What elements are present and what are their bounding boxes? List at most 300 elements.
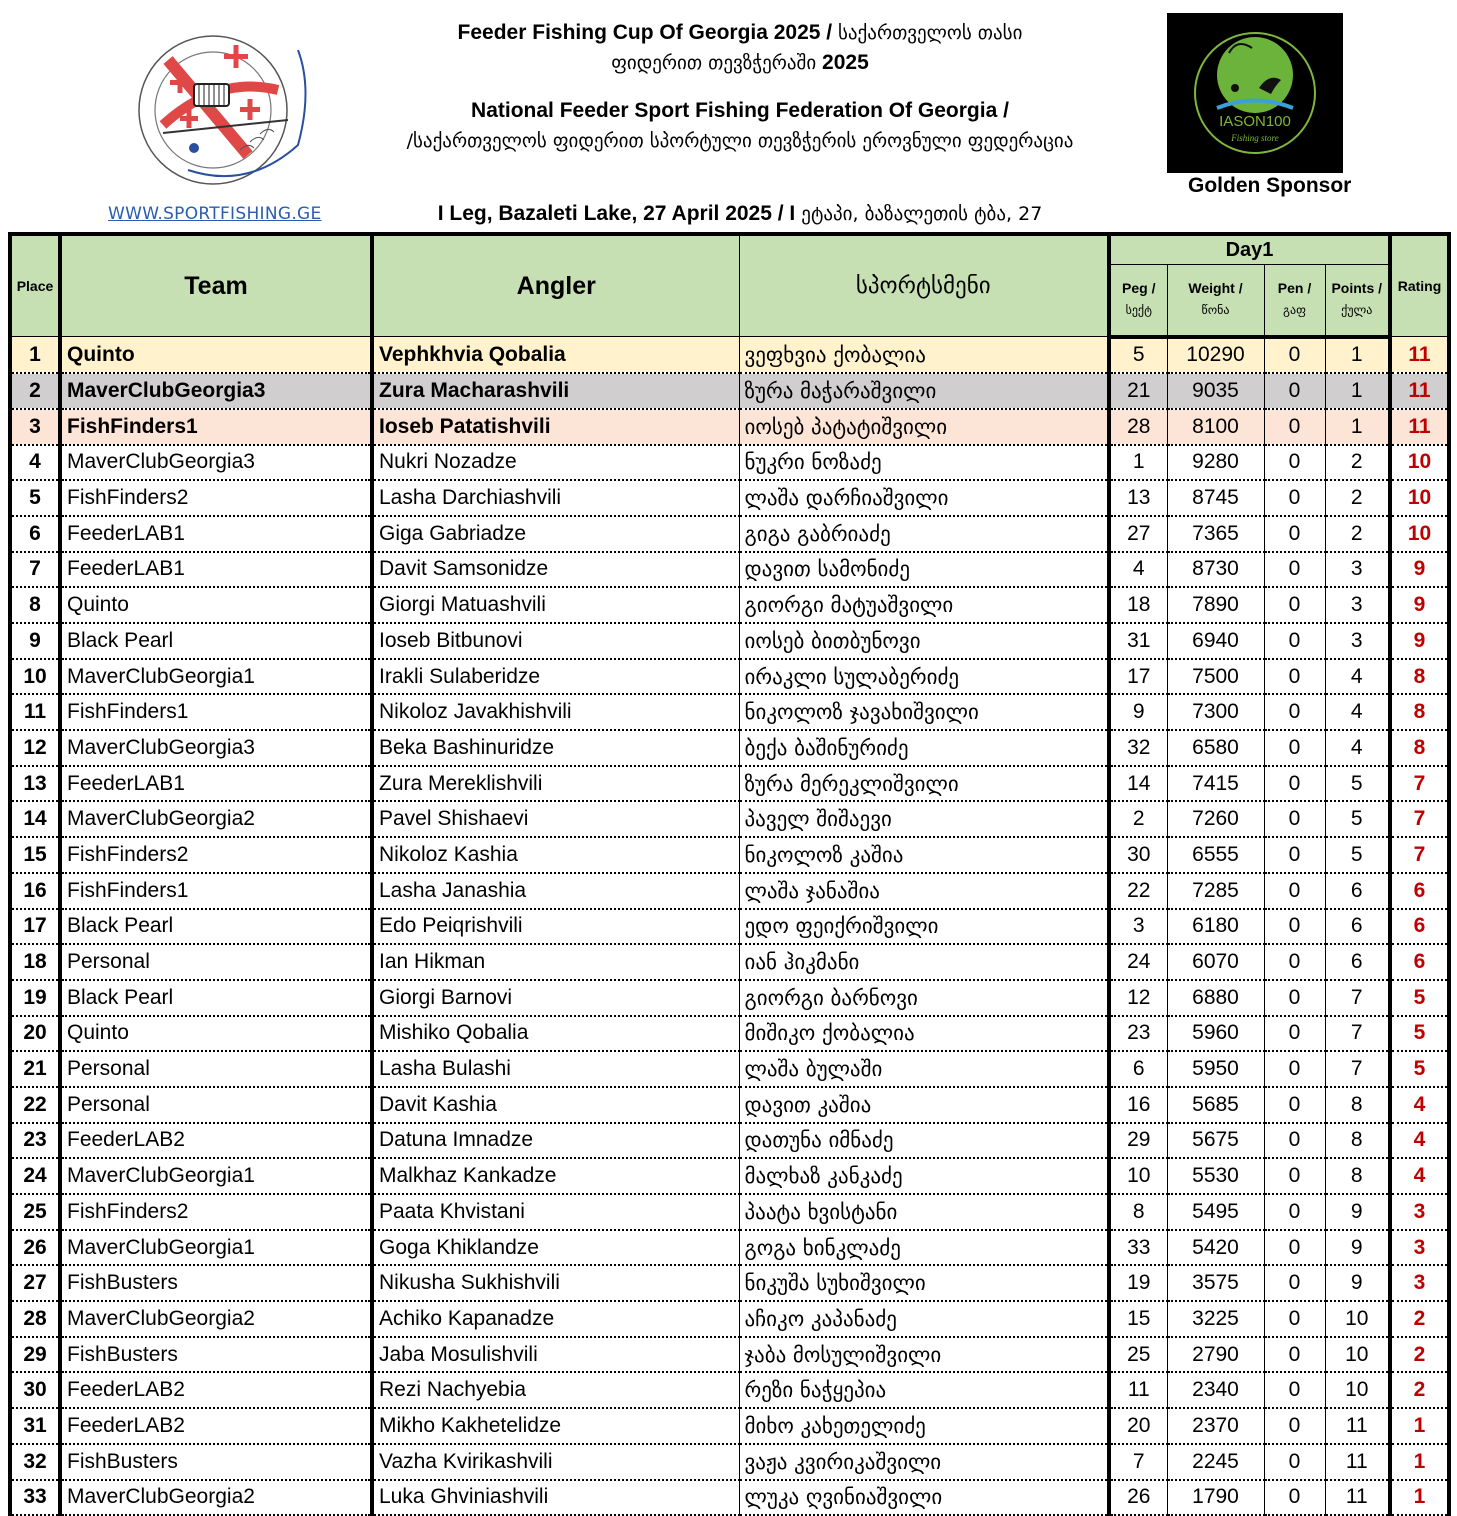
rating-cell: 4 [1390,1123,1449,1159]
angler-ka-cell: ბექა ბაშინურიძე [739,730,1109,766]
angler-ka-cell: მიხო კახეთელიძე [739,1408,1109,1444]
peg-cell: 22 [1109,873,1167,909]
table-row [10,1480,1449,1516]
angler-ka-cell: გიგა გაბრიაძე [739,516,1109,552]
table-row [10,1372,1449,1408]
peg-cell: 24 [1109,944,1167,980]
pen-cell: 0 [1264,445,1325,481]
table-row [10,659,1449,695]
table-row [10,766,1449,802]
weight-label-en: Weight / [1188,280,1243,297]
peg-cell: 4 [1109,552,1167,588]
team-cell: MaverClubGeorgia1 [60,1158,372,1194]
website-link[interactable]: WWW.SPORTFISHING.GE [108,204,322,224]
rating-cell: 1 [1390,1480,1449,1516]
angler-cell: Nukri Nozadze [372,445,739,481]
team-cell: MaverClubGeorgia1 [60,1230,372,1266]
angler-ka-cell: ნიკოლოზ ჯავახიშვილი [739,694,1109,730]
pen-cell: 0 [1264,1016,1325,1052]
pen-cell: 0 [1264,730,1325,766]
place-cell: 23 [10,1123,60,1159]
angler-ka-cell: ლაშა ჯანაშია [739,873,1109,909]
points-cell: 5 [1325,837,1390,873]
results-body [10,337,1449,1516]
peg-cell: 2 [1109,801,1167,837]
points-cell: 5 [1325,766,1390,802]
points-cell: 1 [1325,409,1390,445]
place-cell: 11 [10,694,60,730]
rating-cell: 9 [1390,552,1449,588]
angler-cell: Goga Khiklandze [372,1230,739,1266]
col-header-weight [1167,265,1264,337]
points-cell: 11 [1325,1480,1390,1516]
angler-cell: Nikoloz Kashia [372,837,739,873]
rating-cell: 2 [1390,1301,1449,1337]
points-cell: 10 [1325,1372,1390,1408]
angler-cell: Ian Hikman [372,944,739,980]
table-row [10,337,1449,374]
place-cell: 13 [10,766,60,802]
team-cell: FeederLAB1 [60,766,372,802]
leg-info [380,202,1100,226]
pen-cell: 0 [1264,1051,1325,1087]
weight-cell: 8100 [1167,409,1264,445]
weight-cell: 5675 [1167,1123,1264,1159]
place-cell: 29 [10,1337,60,1373]
weight-cell: 6070 [1167,944,1264,980]
leg-info-ka: ეტაპი, ბაზალეთის ტბა, 27 [795,203,1043,225]
peg-cell: 28 [1109,409,1167,445]
rating-cell: 9 [1390,587,1449,623]
points-cell: 4 [1325,694,1390,730]
table-row [10,1016,1449,1052]
rating-cell: 11 [1390,337,1449,374]
col-header-rating: Rating [1390,234,1449,337]
angler-cell: Paata Khvistani [372,1194,739,1230]
team-cell: Black Pearl [60,623,372,659]
team-cell: MaverClubGeorgia2 [60,1480,372,1516]
points-label-ka: ქულა [1341,303,1373,318]
pen-label-en: Pen / [1277,280,1312,297]
place-cell: 3 [10,409,60,445]
pen-cell: 0 [1264,1194,1325,1230]
angler-cell: Zura Macharashvili [372,373,739,409]
weight-cell: 2245 [1167,1444,1264,1480]
pen-cell: 0 [1264,623,1325,659]
cup-title-year: 2025 [816,51,869,74]
weight-cell: 7285 [1167,873,1264,909]
points-cell: 7 [1325,1016,1390,1052]
peg-cell: 8 [1109,1194,1167,1230]
table-row [10,445,1449,481]
angler-ka-cell: მალხაზ კანკაძე [739,1158,1109,1194]
team-cell: Black Pearl [60,909,372,945]
place-cell: 18 [10,944,60,980]
angler-ka-cell: გიორგი მატუაშვილი [739,587,1109,623]
peg-cell: 5 [1109,337,1167,374]
weight-cell: 2340 [1167,1372,1264,1408]
place-cell: 2 [10,373,60,409]
weight-cell: 6580 [1167,730,1264,766]
weight-cell: 2370 [1167,1408,1264,1444]
place-cell: 22 [10,1087,60,1123]
results-table [8,232,1451,1516]
angler-cell: Rezi Nachyebia [372,1372,739,1408]
points-cell: 11 [1325,1444,1390,1480]
col-header-points [1325,265,1390,337]
peg-cell: 19 [1109,1265,1167,1301]
federation-title [380,96,1100,156]
sponsor-logo [1167,13,1343,173]
weight-cell: 6555 [1167,837,1264,873]
place-cell: 32 [10,1444,60,1480]
rating-cell: 8 [1390,694,1449,730]
angler-cell: Luka Ghviniashvili [372,1480,739,1516]
pen-cell: 0 [1264,480,1325,516]
federation-logo [128,30,314,190]
peg-cell: 23 [1109,1016,1167,1052]
peg-cell: 6 [1109,1051,1167,1087]
team-cell: Personal [60,944,372,980]
sponsor-label: Golden Sponsor [1188,174,1352,197]
pen-cell: 0 [1264,801,1325,837]
weight-cell: 9280 [1167,445,1264,481]
place-cell: 5 [10,480,60,516]
angler-cell: Lasha Bulashi [372,1051,739,1087]
weight-cell: 7365 [1167,516,1264,552]
team-cell: FeederLAB2 [60,1408,372,1444]
table-row [10,694,1449,730]
angler-ka-cell: ზურა მაჭარაშვილი [739,373,1109,409]
rating-cell: 9 [1390,623,1449,659]
place-cell: 28 [10,1301,60,1337]
place-cell: 8 [10,587,60,623]
points-cell: 9 [1325,1265,1390,1301]
rating-cell: 1 [1390,1408,1449,1444]
angler-ka-cell: დავით კაშია [739,1087,1109,1123]
angler-cell: Ioseb Patatishvili [372,409,739,445]
peg-cell: 7 [1109,1444,1167,1480]
peg-cell: 9 [1109,694,1167,730]
peg-cell: 1 [1109,445,1167,481]
rating-cell: 3 [1390,1194,1449,1230]
angler-ka-cell: ზურა მერეკლიშვილი [739,766,1109,802]
team-cell: Personal [60,1087,372,1123]
table-row [10,623,1449,659]
weight-cell: 5420 [1167,1230,1264,1266]
angler-ka-cell: მიშიკო ქობალია [739,1016,1109,1052]
pen-cell: 0 [1264,1444,1325,1480]
place-cell: 20 [10,1016,60,1052]
team-cell: MaverClubGeorgia3 [60,445,372,481]
place-cell: 16 [10,873,60,909]
weight-cell: 7415 [1167,766,1264,802]
place-cell: 14 [10,801,60,837]
pen-cell: 0 [1264,980,1325,1016]
rating-cell: 8 [1390,730,1449,766]
weight-cell: 8745 [1167,480,1264,516]
angler-ka-cell: ედო ფეიქრიშვილი [739,909,1109,945]
table-row [10,1051,1449,1087]
sponsor-tagline: Fishing store [1231,133,1279,143]
team-cell: FishFinders2 [60,1194,372,1230]
rating-cell: 5 [1390,980,1449,1016]
team-cell: MaverClubGeorgia2 [60,801,372,837]
angler-cell: Pavel Shishaevi [372,801,739,837]
table-row [10,1123,1449,1159]
rating-cell: 5 [1390,1051,1449,1087]
pen-cell: 0 [1264,837,1325,873]
rating-cell: 7 [1390,801,1449,837]
points-cell: 6 [1325,944,1390,980]
angler-ka-cell: იოსებ ბითბუნოვი [739,623,1109,659]
place-cell: 24 [10,1158,60,1194]
angler-cell: Zura Mereklishvili [372,766,739,802]
peg-cell: 25 [1109,1337,1167,1373]
angler-cell: Lasha Darchiashvili [372,480,739,516]
col-header-day1: Day1 [1109,234,1390,265]
title-block [380,18,1100,156]
rating-cell: 10 [1390,480,1449,516]
angler-ka-cell: ლაშა ბულაში [739,1051,1109,1087]
pen-cell: 0 [1264,409,1325,445]
weight-cell: 5950 [1167,1051,1264,1087]
weight-cell: 1790 [1167,1480,1264,1516]
points-cell: 1 [1325,373,1390,409]
pen-cell: 0 [1264,1087,1325,1123]
rating-cell: 4 [1390,1087,1449,1123]
peg-cell: 10 [1109,1158,1167,1194]
sponsor-name: IASON100 [1219,113,1291,130]
team-cell: MaverClubGeorgia3 [60,373,372,409]
angler-ka-cell: იან ჰიკმანი [739,944,1109,980]
angler-ka-cell: ვეფხვია ქობალია [739,337,1109,374]
weight-cell: 10290 [1167,337,1264,374]
angler-cell: Mishiko Qobalia [372,1016,739,1052]
col-header-team: Team [60,234,372,337]
weight-cell: 2790 [1167,1337,1264,1373]
angler-cell: Davit Samsonidze [372,552,739,588]
pen-cell: 0 [1264,1123,1325,1159]
team-cell: MaverClubGeorgia1 [60,659,372,695]
weight-cell: 8730 [1167,552,1264,588]
rating-cell: 11 [1390,373,1449,409]
angler-cell: Giorgi Matuashvili [372,587,739,623]
weight-label-ka: წონა [1201,303,1230,318]
table-row [10,480,1449,516]
table-row [10,873,1449,909]
title-separator: / [820,21,838,44]
peg-cell: 32 [1109,730,1167,766]
rating-cell: 10 [1390,445,1449,481]
rating-cell: 6 [1390,873,1449,909]
angler-cell: Datuna Imnadze [372,1123,739,1159]
points-cell: 2 [1325,516,1390,552]
pen-cell: 0 [1264,659,1325,695]
peg-cell: 21 [1109,373,1167,409]
col-header-peg [1109,265,1167,337]
angler-ka-cell: დავით სამონიძე [739,552,1109,588]
rating-cell: 8 [1390,659,1449,695]
points-cell: 8 [1325,1123,1390,1159]
place-cell: 10 [10,659,60,695]
place-cell: 33 [10,1480,60,1516]
points-cell: 1 [1325,337,1390,374]
peg-cell: 20 [1109,1408,1167,1444]
angler-cell: Malkhaz Kankadze [372,1158,739,1194]
place-cell: 25 [10,1194,60,1230]
table-row [10,1158,1449,1194]
table-row [10,516,1449,552]
angler-cell: Achiko Kapanadze [372,1301,739,1337]
weight-cell: 5495 [1167,1194,1264,1230]
points-cell: 6 [1325,909,1390,945]
col-header-angler-ka: სპორტსმენი [739,234,1109,337]
angler-ka-cell: რეზი ნაჭყეპია [739,1372,1109,1408]
weight-cell: 6180 [1167,909,1264,945]
rating-cell: 3 [1390,1230,1449,1266]
weight-cell: 5685 [1167,1087,1264,1123]
peg-cell: 13 [1109,480,1167,516]
points-cell: 8 [1325,1158,1390,1194]
table-row [10,1444,1449,1480]
table-row [10,1194,1449,1230]
angler-cell: Vazha Kvirikashvili [372,1444,739,1480]
pen-cell: 0 [1264,373,1325,409]
points-cell: 10 [1325,1337,1390,1373]
pen-cell: 0 [1264,909,1325,945]
pen-cell: 0 [1264,766,1325,802]
angler-ka-cell: გოგა ხინკლაძე [739,1230,1109,1266]
place-cell: 9 [10,623,60,659]
angler-cell: Nikoloz Javakhishvili [372,694,739,730]
peg-cell: 12 [1109,980,1167,1016]
cup-title [380,18,1100,78]
peg-cell: 14 [1109,766,1167,802]
points-cell: 7 [1325,980,1390,1016]
angler-cell: Giga Gabriadze [372,516,739,552]
pen-cell: 0 [1264,1230,1325,1266]
weight-cell: 9035 [1167,373,1264,409]
place-cell: 30 [10,1372,60,1408]
rating-cell: 2 [1390,1372,1449,1408]
team-cell: MaverClubGeorgia3 [60,730,372,766]
rating-cell: 3 [1390,1265,1449,1301]
place-cell: 27 [10,1265,60,1301]
angler-cell: Irakli Sulaberidze [372,659,739,695]
weight-cell: 7300 [1167,694,1264,730]
table-row [10,1230,1449,1266]
pen-cell: 0 [1264,1408,1325,1444]
table-row [10,373,1449,409]
team-cell: Quinto [60,337,372,374]
table-row [10,909,1449,945]
angler-cell: Lasha Janashia [372,873,739,909]
pen-cell: 0 [1264,552,1325,588]
angler-cell: Edo Peiqrishvili [372,909,739,945]
pen-cell: 0 [1264,1337,1325,1373]
points-cell: 9 [1325,1194,1390,1230]
team-cell: FeederLAB1 [60,516,372,552]
table-row [10,1265,1449,1301]
angler-ka-cell: პაატა ხვისტანი [739,1194,1109,1230]
angler-cell: Davit Kashia [372,1087,739,1123]
angler-ka-cell: ნუკრი ნოზაძე [739,445,1109,481]
angler-cell: Vephkhvia Qobalia [372,337,739,374]
rating-cell: 5 [1390,1016,1449,1052]
angler-cell: Nikusha Sukhishvili [372,1265,739,1301]
points-cell: 2 [1325,445,1390,481]
team-cell: FeederLAB2 [60,1123,372,1159]
pen-cell: 0 [1264,694,1325,730]
team-cell: FishFinders2 [60,837,372,873]
peg-cell: 31 [1109,623,1167,659]
points-cell: 3 [1325,623,1390,659]
col-header-pen [1264,265,1325,337]
team-cell: FishBusters [60,1337,372,1373]
angler-cell: Ioseb Bitbunovi [372,623,739,659]
table-row [10,980,1449,1016]
peg-label-en: Peg / [1122,280,1156,297]
angler-ka-cell: დათუნა იმნაძე [739,1123,1109,1159]
points-cell: 5 [1325,801,1390,837]
place-cell: 4 [10,445,60,481]
rating-cell: 2 [1390,1337,1449,1373]
angler-cell: Jaba Mosulishvili [372,1337,739,1373]
angler-ka-cell: იოსებ პატატიშვილი [739,409,1109,445]
table-row [10,1337,1449,1373]
points-label-en: Points / [1331,280,1383,297]
rating-cell: 11 [1390,409,1449,445]
team-cell: FishBusters [60,1444,372,1480]
col-header-place: Place [10,234,60,337]
peg-cell: 33 [1109,1230,1167,1266]
points-cell: 3 [1325,587,1390,623]
table-row [10,1087,1449,1123]
team-cell: FishFinders1 [60,694,372,730]
cup-title-ka-2: ფიდერით თევზჭერაში [611,52,817,74]
weight-cell: 7500 [1167,659,1264,695]
rating-cell: 4 [1390,1158,1449,1194]
weight-cell: 6940 [1167,623,1264,659]
peg-cell: 30 [1109,837,1167,873]
team-cell: Quinto [60,1016,372,1052]
team-cell: FishFinders2 [60,480,372,516]
table-row [10,409,1449,445]
peg-cell: 17 [1109,659,1167,695]
pen-cell: 0 [1264,1158,1325,1194]
place-cell: 21 [10,1051,60,1087]
rating-cell: 7 [1390,837,1449,873]
team-cell: Personal [60,1051,372,1087]
team-cell: FishFinders1 [60,873,372,909]
place-cell: 19 [10,980,60,1016]
peg-cell: 18 [1109,587,1167,623]
federation-title-en: National Feeder Sport Fishing Federation Of Georgia / [471,99,1009,122]
points-cell: 6 [1325,873,1390,909]
points-cell: 7 [1325,1051,1390,1087]
points-cell: 4 [1325,659,1390,695]
federation-title-ka: /საქართველოს ფიდერით სპორტული თევზჭერის ეროვნული ფედერაცია [406,130,1074,152]
table-row [10,730,1449,766]
table-row [10,837,1449,873]
col-header-angler: Angler [372,234,739,337]
rating-cell: 1 [1390,1444,1449,1480]
rating-cell: 7 [1390,766,1449,802]
rating-cell: 10 [1390,516,1449,552]
weight-cell: 3225 [1167,1301,1264,1337]
table-row [10,1301,1449,1337]
